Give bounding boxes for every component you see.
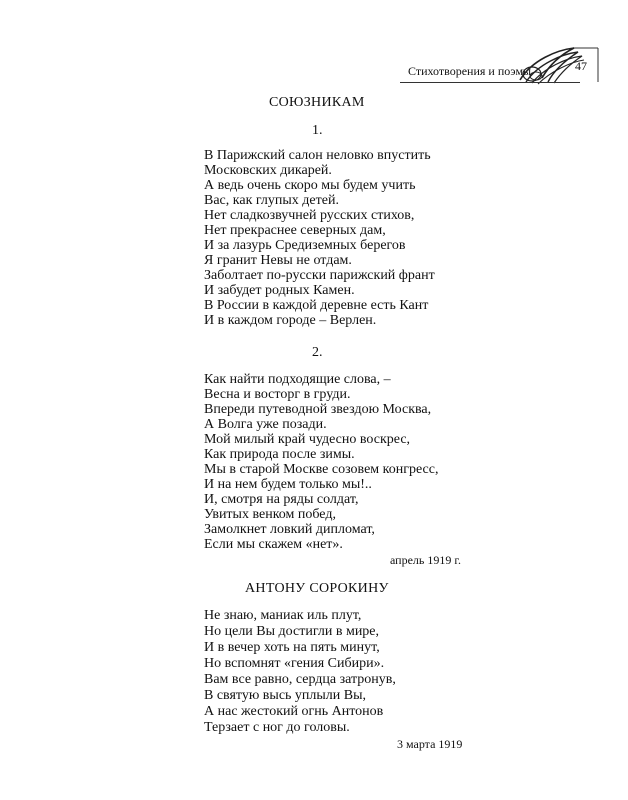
poem-line: Весна и восторг в груди. (204, 387, 351, 402)
poem-line: Как природа после зимы. (204, 447, 355, 462)
poem-date: апрель 1919 г. (390, 553, 461, 567)
poem-date: 3 марта 1919 (397, 737, 463, 751)
poem-line: И в вечер хоть на пять минут, (204, 640, 380, 655)
poem-line: В России в каждой деревне есть Кант (204, 298, 429, 313)
running-title: Стихотворения и поэмы (408, 64, 532, 78)
poem-line: Увитых венком побед, (204, 507, 336, 522)
poem-line: Нет прекраснее северных дам, (204, 223, 386, 238)
poem-line: Если мы скажем «нет». (204, 537, 343, 552)
poem-line: А нас жестокий огнь Антонов (204, 704, 384, 719)
poem-line: И на нем будем только мы!.. (204, 477, 372, 492)
poem-line: И забудет родных Камен. (204, 283, 355, 298)
poem-line: Как найти подходящие слова, – (204, 372, 391, 387)
poem-line: Я гранит Невы не отдам. (204, 253, 352, 268)
poem-line: В святую высь уплыли Вы, (204, 688, 367, 703)
poem-line: И за лазурь Средиземных берегов (204, 238, 406, 253)
header-rule (400, 82, 580, 83)
poem-line: И в каждом городе – Верлен. (204, 313, 377, 328)
poem-line: Не знаю, маниак иль плут, (204, 608, 362, 623)
page-header (0, 0, 628, 90)
poem-line: Но цели Вы достигли в мире, (204, 624, 380, 639)
poem-line: Московских дикарей. (204, 163, 332, 178)
poem-line: Впереди путеводной звездою Москва, (204, 402, 432, 417)
poem-line: Мы в старой Москве созовем конгресс, (204, 462, 439, 477)
poem-line: Но вспомнят «гения Сибири». (204, 656, 385, 671)
poem-line: Вам все равно, сердца затронув, (204, 672, 396, 687)
page-number: 47 (575, 59, 587, 73)
poem-line: Вас, как глупых детей. (204, 193, 339, 208)
poem-line: Нет сладкозвучней русских стихов, (204, 208, 415, 223)
section-number: 2. (312, 345, 323, 360)
poem-line: Заболтает по-русски парижский франт (204, 268, 435, 283)
poem-line: А Волга уже позади. (204, 417, 327, 432)
poem-line: Замолкнет ловкий дипломат, (204, 522, 375, 537)
poem-line: И, смотря на ряды солдат, (204, 492, 359, 507)
poem-line: Мой милый край чудесно воскрес, (204, 432, 411, 447)
poem-line: Терзает с ног до головы. (204, 720, 350, 735)
poem-line: А ведь очень скоро мы будем учить (204, 178, 416, 193)
poem-line: В Парижский салон неловко впустить (204, 148, 431, 163)
poem-title: СОЮЗНИКАМ (269, 95, 365, 110)
section-number: 1. (312, 123, 323, 138)
poem-title: АНТОНУ СОРОКИНУ (245, 581, 389, 596)
